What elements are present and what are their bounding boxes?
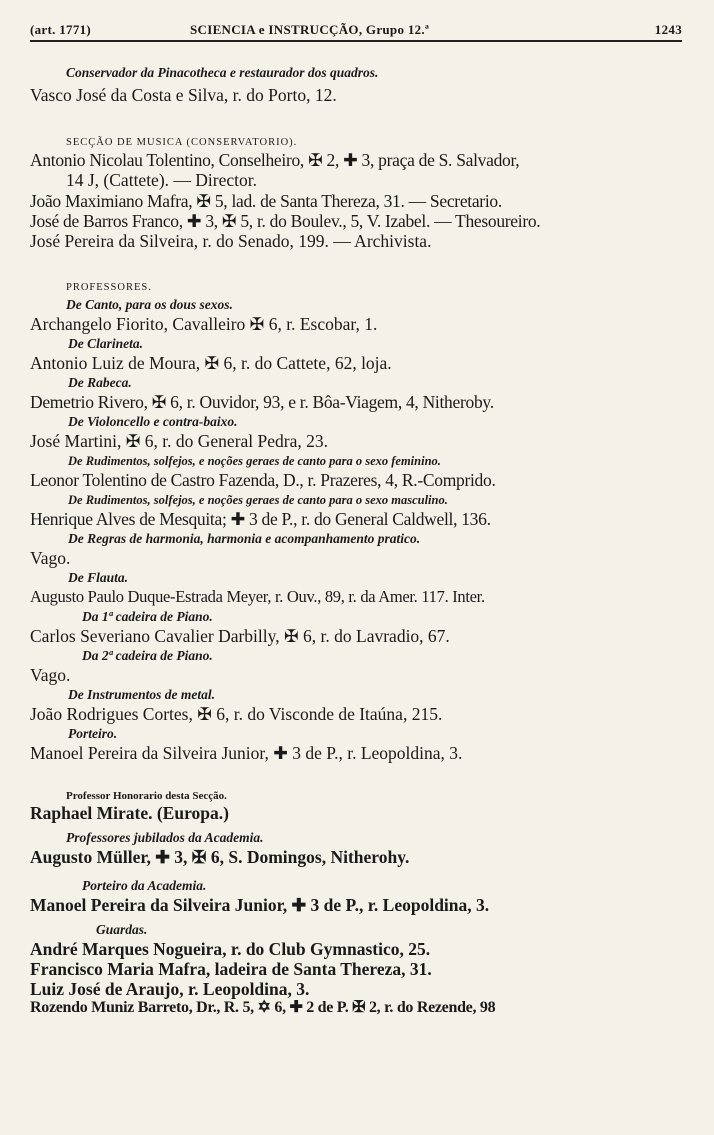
entry-line: Manoel Pereira da Silveira Junior, ✚ 3 de P., r. Leopoldina, 3. [30, 895, 490, 915]
page-header [30, 18, 682, 40]
header-rule [30, 40, 682, 42]
subject-heading: De Instrumentos de metal. [68, 687, 216, 702]
subject-heading: De Regras de harmonia, harmonia e acompanhamento pratico. [68, 531, 421, 546]
entry-line: André Marques Nogueira, r. do Club Gymnastico, 25. [30, 939, 431, 959]
entry-line: Carlos Severiano Cavalier Darbilly, ✠ 6, r. do Lavradio, 67. [30, 626, 450, 646]
entry-line: Augusto Müller, ✚ 3, ✠ 6, S. Domingos, Nitherohy. [30, 847, 410, 867]
role-heading: Conservador da Pinacotheca e restaurador dos quadros. [66, 65, 379, 80]
subject-heading: De Violoncello e contra-baixo. [68, 414, 238, 429]
entry-line: Manoel Pereira da Silveira Junior, ✚ 3 de P., r. Leopoldina, 3. [30, 743, 463, 763]
entry-line-continued: 14 J, (Cattete). — Director. [66, 170, 257, 190]
subject-heading: Guardas. [96, 922, 148, 937]
entry-line: Henrique Alves de Mesquita; ✚ 3 de P., r. do General Caldwell, 136. [30, 509, 491, 529]
entry-line: Antonio Nicolau Tolentino, Conselheiro, ✠ 2, ✚ 3, praça de S. Salvador, [30, 150, 520, 170]
subject-heading: Da 1ª cadeira de Piano. [82, 609, 213, 624]
entry-line: José Martini, ✠ 6, r. do General Pedra, 23. [30, 431, 329, 451]
entry-line: Vago. [30, 665, 71, 685]
subject-heading: Professores jubilados da Academia. [66, 830, 264, 845]
entry-line: Raphael Mirate. (Europa.) [30, 803, 229, 823]
subject-heading: De Rudimentos, solfejos, e noções geraes de canto para o sexo feminino. [68, 454, 441, 468]
entry-line: Leonor Tolentino de Castro Fazenda, D., r. Prazeres, 4, R.-Comprido. [30, 470, 496, 490]
page-number: 1243 [654, 22, 682, 37]
entry-line: Antonio Luiz de Moura, ✠ 6, r. do Cattete, 62, loja. [30, 353, 392, 373]
subject-heading: Da 2ª cadeira de Piano. [82, 648, 213, 663]
subject-heading: De Clarineta. [68, 336, 144, 351]
entry-line: Augusto Paulo Duque-Estrada Meyer, r. Ouv., 89, r. da Amer. 117. Inter. [30, 587, 485, 606]
subject-heading: Porteiro da Academia. [82, 878, 207, 893]
entry-line: José de Barros Franco, ✚ 3, ✠ 5, r. do Boulev., 5, V. Izabel. — Thesoureiro. [30, 211, 541, 231]
entry-line: Demetrio Rivero, ✠ 6, r. Ouvidor, 93, e r. Bôa-Viagem, 4, Nitheroby. [30, 392, 494, 412]
section-heading: PROFESSORES. [66, 282, 152, 293]
entry-line: Francisco Maria Mafra, ladeira de Santa Thereza, 31. [30, 959, 432, 979]
entry-line: José Pereira da Silveira, r. do Senado, 199. — Archivista. [30, 231, 432, 251]
header-section-title: SCIENCIA e INSTRUCÇÃO, Grupo 12.ª [190, 22, 430, 37]
entry-line: Vasco José da Costa e Silva, r. do Porto, 12. [30, 85, 337, 105]
subject-heading: De Rudimentos, solfejos, e noções geraes de canto para o sexo masculino. [68, 493, 448, 507]
subject-heading: De Canto, para os dous sexos. [66, 297, 233, 312]
subject-heading: Porteiro. [68, 726, 118, 741]
entry-line: Luiz José de Araujo, r. Leopoldina, 3. [30, 979, 310, 999]
entry-line: João Rodrigues Cortes, ✠ 6, r. do Visconde de Itaúna, 215. [30, 704, 443, 724]
section-heading: Professor Honorario desta Secção. [66, 790, 227, 802]
entry-line: Archangelo Fiorito, Cavalleiro ✠ 6, r. Escobar, 1. [30, 314, 378, 334]
subject-heading: De Rabeca. [68, 375, 132, 390]
subject-heading: De Flauta. [68, 570, 129, 585]
section-heading: SECÇÃO DE MUSICA (CONSERVATORIO). [66, 137, 298, 148]
entry-line: Rozendo Muniz Barreto, Dr., R. 5, ✡ 6, ✚ 2 de P. ✠ 2, r. do Rezende, 98 [30, 999, 496, 1016]
entry-line: Vago. [30, 548, 71, 568]
header-article: (art. 1771) [30, 22, 92, 37]
entry-line: João Maximiano Mafra, ✠ 5, lad. de Santa Thereza, 31. — Secretario. [30, 191, 502, 211]
